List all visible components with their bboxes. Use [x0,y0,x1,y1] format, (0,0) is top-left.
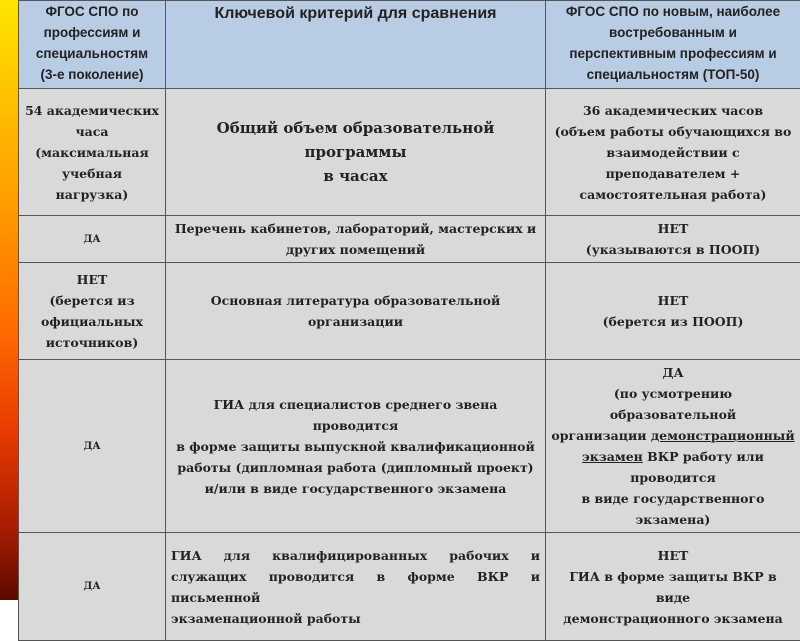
table-row [19,533,800,641]
table-row [19,216,800,263]
cell-criterion: Перечень кабинетов, лабораторий, мастерских и других помещений [166,216,546,263]
header-new-standard: ФГОС СПО по новым, наиболее востребованным и перспективным профессиям и специальностям (ТОП-50) [546,1,800,89]
cell-old: ДА [19,216,166,263]
cell-old: ДА [19,360,166,533]
cell-old: ДА [19,533,166,641]
cell-old: 54 академических часа (максимальная учебная нагрузка) [19,89,166,216]
decorative-gradient-bar [0,0,18,600]
header-criterion: Ключевой критерий для сравнения [166,1,546,89]
cell-criterion: ГИА для специалистов среднего звена проводится в форме защиты выпускной квалификационной работы (дипломная работа (дипломный проект) и/или в виде государственного экзамена [166,360,546,533]
table-row [19,360,800,533]
table-row [19,89,800,216]
table-header-row [19,1,800,89]
cell-old: НЕТ (берется из официальных источников) [19,263,166,360]
header-old-standard: ФГОС СПО по профессиям и специальностям (3-е поколение) [19,1,166,89]
cell-new: НЕТ ГИА в форме защиты ВКР в виде демонстрационного экзамена [546,533,800,641]
cell-criterion: Общий объем образовательной программы в часах [166,89,546,216]
cell-new: 36 академических часов (объем работы обучающихся во взаимодействии с преподавателем + самостоятельная работа) [546,89,800,216]
cell-criterion: ГИА для квалифицированных рабочих и служащих проводится в форме ВКР и письменной экзаменационной работы [166,533,546,641]
cell-criterion: Основная литература образовательной организации [166,263,546,360]
cell-new: ДА (по усмотрению образовательной организации демонстрационный экзамен ВКР работу или проводится в виде государственного экзамена) [546,360,800,533]
cell-new: НЕТ (указываются в ПООП) [546,216,800,263]
cell-new: НЕТ (берется из ПООП) [546,263,800,360]
comparison-table [18,0,800,641]
table-row [19,263,800,360]
